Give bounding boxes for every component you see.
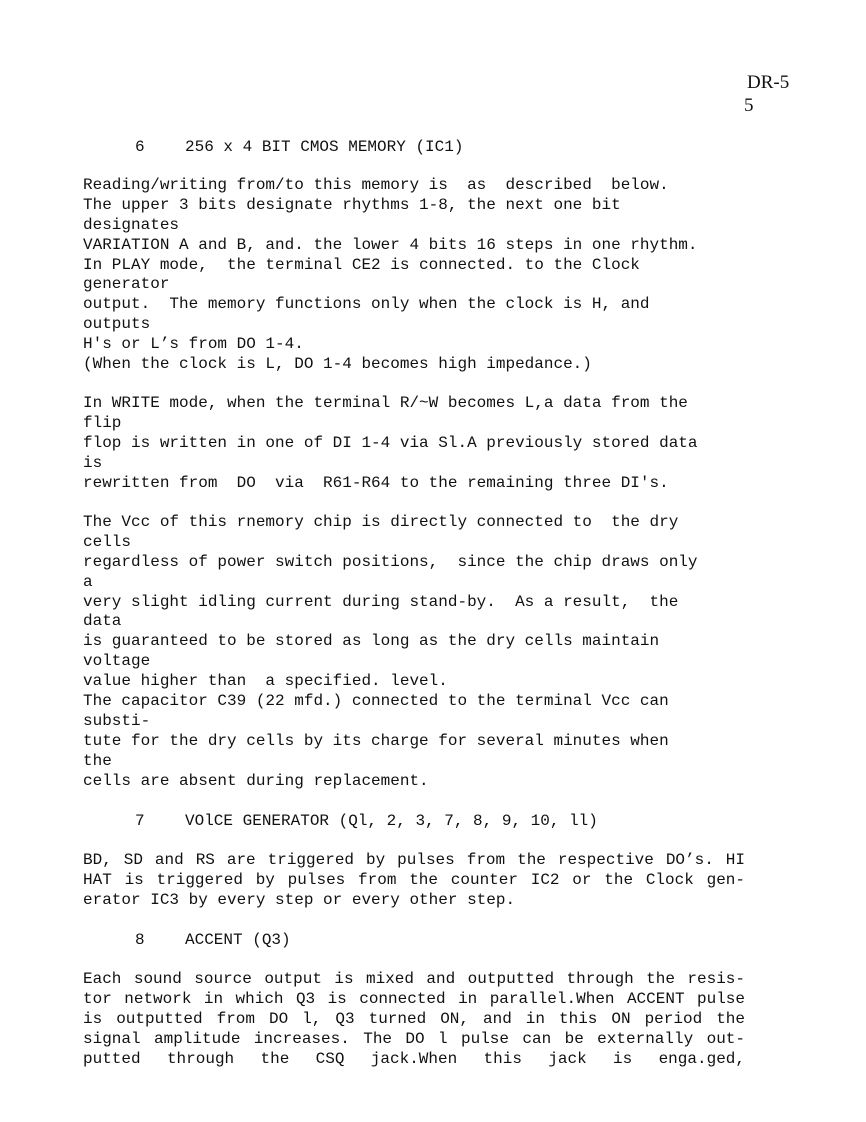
- text-line: very slight idling current during stand-by. As a result, the: [83, 592, 679, 611]
- text-line: voltage: [83, 652, 151, 671]
- paragraph-write-mode: [83, 394, 745, 493]
- paragraph-accent: [83, 970, 745, 1069]
- text-line: erator IC3 by every step or every other step.: [83, 890, 516, 909]
- text-line: substi-: [83, 711, 151, 730]
- text-line: tute for the dry cells by its charge for several minutes when: [83, 731, 669, 750]
- paragraph-vcc-backup: [83, 513, 745, 791]
- section-heading-8: [135, 930, 291, 950]
- text-line: flip: [83, 413, 122, 432]
- text-line: a: [83, 572, 93, 591]
- text-line: regardless of power switch positions, since the chip draws only: [83, 552, 698, 571]
- section-heading-6: [135, 137, 463, 157]
- text-line: signal amplitude increases. The DO l pulse can be externally out-: [83, 1029, 745, 1048]
- text-line: rewritten from DO via R61-R64 to the remaining three DI's.: [83, 473, 669, 492]
- text-line: cells: [83, 532, 132, 551]
- text-line: cells are absent during replacement.: [83, 771, 429, 790]
- text-line: Each sound source output is mixed and outputted through the resis-: [83, 970, 745, 988]
- section-number: 6: [135, 138, 145, 156]
- text-line: the: [83, 751, 112, 770]
- text-line: Reading/writing from/to this memory is as described below.: [83, 176, 669, 194]
- text-line: putted through the CSQ jack.When this jack is enga.ged,: [83, 1049, 745, 1068]
- section-heading-7: [135, 811, 598, 831]
- text-line: designates: [83, 215, 180, 234]
- text-line: HAT is triggered by pulses from the counter IC2 or the Clock gen-: [83, 870, 745, 889]
- text-line: is guaranteed to be stored as long as the dry cells maintain: [83, 632, 660, 651]
- section-title: 256 x 4 BIT CMOS MEMORY (IC1): [185, 138, 464, 156]
- text-line: is outputted from DO l, Q3 turned ON, and in this ON period the: [83, 1009, 745, 1028]
- paragraph-voice-generator: [83, 851, 745, 911]
- section-number: 8: [135, 931, 145, 949]
- text-line: tor network in which Q3 is connected in parallel.When ACCENT pulse: [83, 989, 745, 1008]
- section-title: ACCENT (Q3): [185, 931, 291, 949]
- section-title: VOlCE GENERATOR (Ql, 2, 3, 7, 8, 9, 10, ll): [185, 812, 598, 830]
- text-line: The Vcc of this rnemory chip is directly connected to the dry: [83, 513, 679, 531]
- text-line: output. The memory functions only when the clock is H, and: [83, 295, 650, 314]
- page-number: 5: [744, 95, 754, 116]
- text-line: flop is written in one of DI 1-4 via Sl.A previously stored data: [83, 433, 698, 452]
- text-line: VARIATION A and B, and. the lower 4 bits 16 steps in one rhythm.: [83, 235, 698, 254]
- text-line: value higher than a specified. level.: [83, 672, 448, 691]
- text-line: The upper 3 bits designate rhythms 1-8, the next one bit: [83, 195, 621, 214]
- section-number: 7: [135, 812, 145, 830]
- text-line: generator: [83, 275, 170, 294]
- text-line: The capacitor C39 (22 mfd.) connected to the terminal Vcc can: [83, 692, 669, 711]
- page-id-label: DR-5: [747, 72, 790, 93]
- text-line: is: [83, 453, 103, 472]
- text-line: In PLAY mode, the terminal CE2 is connected. to the Clock: [83, 255, 640, 274]
- text-line: In WRITE mode, when the terminal R/~W becomes L,a data from the: [83, 394, 688, 412]
- paragraph-memory-read-write: [83, 176, 745, 375]
- text-line: data: [83, 612, 122, 631]
- text-line: (When the clock is L, DO 1-4 becomes high impedance.): [83, 355, 592, 374]
- text-line: BD, SD and RS are triggered by pulses from the respective DO’s. HI: [83, 851, 745, 869]
- text-line: outputs: [83, 315, 151, 334]
- text-line: H's or L’s from DO 1-4.: [83, 335, 304, 354]
